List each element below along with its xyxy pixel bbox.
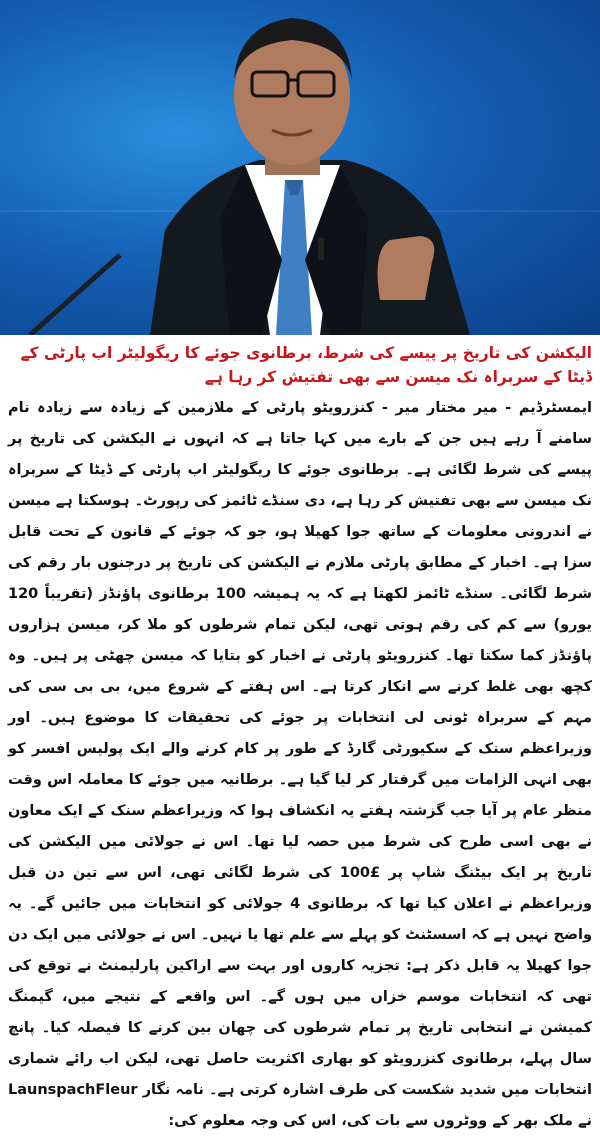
raised-hand bbox=[378, 236, 435, 300]
article-photo bbox=[0, 0, 600, 335]
article-body-text: ایمسٹرڈیم - میر مختار میر - کنزرویٹو پارٹی کے ملازمین کے زیادہ سے زیادہ نام سامنے آ رہے ہیں جن کے بارے میں کہا جاتا ہے کہ انہوں نے الیکشن کی تاریخ پر پیسے کی شرط لگائی ہے۔ برطانوی جوئے کا ریگولیٹر اب پارٹی کے ڈیٹا کے سربراہ نک میسن سے بھی تفتیش کر رہا ہے، دی سنڈے ٹائمز کی رپورٹ۔ ہوسکتا ہے میسن نے اندرونی معلومات کے ساتھ جوا کھیلا ہو، جو کہ جوئے کے قانون کے تحت قابل سزا ہے۔ اخبار کے مطابق پارٹی ملازم نے الیکشن کی تاریخ پر درجنوں بار رقم کی شرط لگائی۔ سنڈے ٹائمز لکھتا ہے کہ یہ ہمیشہ 100 برطانوی پاؤنڈز (تقریباً 120 یورو) سے کم کی رقم ہوتی تھی، لیکن تمام شرطوں کو ملا کر، میسن ہزاروں پاؤنڈز کما سکتا تھا۔ کنزرویٹو پارٹی نے اخبار کو بتایا کہ میسن چھٹی پر ہیں۔ وہ کچھ بھی غلط کرنے سے انکار کرتا ہے۔ اس ہفتے کے شروع میں، بی بی سی کی مہم کے سربراہ ٹونی لی انتخابات پر جوئے کی تحقیقات کا موضوع ہیں۔ اور وزیراعظم سنک کے سکیورٹی گارڈ کے طور پر کام کرنے والے ایک پولیس افسر کو بھی انہی الزامات میں گرفتار کر لیا گیا ہے۔ برطانیہ میں جوئے کا معاملہ اس وقت منظر عام پر آیا جب گزشتہ ہفتے یہ انکشاف ہوا کہ وزیراعظم سنک کے ایک معاون نے بھی اسی طرح کی شرط میں حصہ لیا تھا۔ اس نے جولائی میں الیکشن کی تاریخ پر ایک بیٹنگ شاپ پر £100 کی شرط لگائی تھی، اس سے تین دن قبل وزیراعظم نے اعلان کیا تھا کہ برطانوی 4 جولائی کو انتخابات میں جائیں گے۔ یہ واضح نہیں ہے کہ اسسٹنٹ کو پہلے سے علم تھا یا نہیں۔ اس نے جولائی میں ایک دن جوا کھیلا یہ قابل ذکر ہے: تجزیہ کاروں اور بہت سے اراکین پارلیمنٹ نے توقع کی تھی کہ انتخابات موسم خزاں میں ہوں گے۔ اس واقعے کے نتیجے میں، گیمنگ کمیشن نے انتخابی تاریخ پر تمام شرطوں کی چھان بین کرنے کا فیصلہ کیا۔ پانچ سال پہلے، برطانوی کنزرویٹو کو بھاری اکثریت حاصل تھی، لیکن اب رائے شماری انتخابات میں شدید شکست کی طرف اشارہ کرتی ہے۔ نامہ نگار LaunspachFleur نے ملک بھر کے ووٹروں سے بات کی، اس کی وجہ معلوم کی: bbox=[8, 400, 592, 1129]
article-body bbox=[8, 393, 592, 1137]
microphone-stand-left bbox=[30, 255, 120, 335]
article-headline: الیکشن کی تاریخ پر پیسے کی شرط، برطانوی جوئے کا ریگولیٹر اب پارٹی کے ڈیٹا کے سربراہ نک میسن سے بھی تفتیش کر رہا ہے bbox=[20, 344, 592, 386]
speaker-illustration bbox=[0, 0, 600, 335]
lapel-microphone bbox=[318, 238, 324, 260]
